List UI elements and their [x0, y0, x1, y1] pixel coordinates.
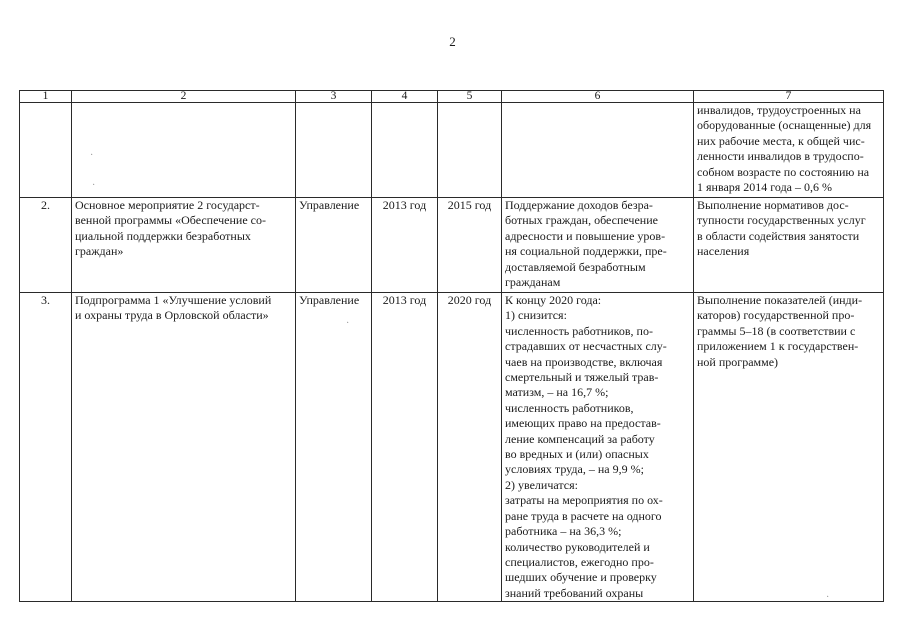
expected-result [502, 293, 694, 602]
end-year: 2015 год [438, 198, 502, 293]
column-number-7: 7 [694, 91, 884, 103]
text-line: численность работников, по- [505, 323, 653, 338]
scan-speck: · [346, 318, 350, 329]
text-line: знаний требований охраны [505, 585, 644, 600]
indicator-relation [694, 103, 884, 198]
text-line: граммы 5–18 (в соответствии с [697, 323, 856, 338]
expected-result [502, 103, 694, 198]
end-year [438, 103, 502, 198]
text-line: венной программы «Обеспечение со- [75, 213, 266, 228]
text-line: условиях труда, – на 9,9 %; [505, 462, 644, 477]
text-line: доставляемой безработным [505, 259, 646, 274]
scan-speck: · [90, 150, 94, 161]
text-line: в области содействия занятости [697, 228, 860, 243]
text-line: инвалидов, трудоустроенных на [697, 103, 861, 117]
executor-cell: Управление [296, 293, 372, 602]
text-line: гражданам [505, 275, 561, 290]
text-line: 2) увеличатся: [505, 477, 578, 492]
text-line: Основное мероприятие 2 государст- [75, 198, 260, 212]
column-number-2: 2 [72, 91, 296, 103]
text-line: 1 января 2014 года – 0,6 % [697, 180, 832, 195]
text-line: затраты на мероприятия по ох- [505, 493, 663, 508]
scan-speck: · [826, 592, 830, 603]
text-line: Подпрограмма 1 «Улучшение условий [75, 293, 272, 307]
column-number-6: 6 [502, 91, 694, 103]
page-number: 2 [449, 34, 456, 49]
text-line: количество руководителей и [505, 539, 650, 554]
text-line: ня социальной поддержки, пре- [505, 244, 667, 259]
text-line: адресности и повышение уров- [505, 228, 666, 243]
text-line: оборудованные (оснащенные) для [697, 118, 872, 133]
executor-cell: Управление [296, 198, 372, 293]
text-line: собном возрасте по состоянию на [697, 164, 870, 179]
text-line: ной программе) [697, 354, 779, 369]
text-line: приложением 1 к государствен- [697, 339, 859, 354]
table-row [20, 198, 884, 293]
text-line: населения [697, 244, 750, 259]
text-line: численность работников, [505, 400, 634, 415]
text-line: Поддержание доходов безра- [505, 198, 653, 212]
text-line: них рабочие места, к общей чис- [697, 133, 865, 148]
row-number: 3. [20, 293, 72, 602]
text-line: граждан» [75, 244, 124, 259]
measure-name [72, 103, 296, 198]
text-line: имеющих право на предостав- [505, 416, 661, 431]
text-line: во вредных и (или) опасных [505, 447, 649, 462]
table-row [20, 103, 884, 198]
column-number-row [20, 91, 884, 103]
text-line: шедших обучение и проверку [505, 570, 657, 585]
text-line: смертельный и тяжелый трав- [505, 370, 659, 385]
text-line: специалистов, ежегодно про- [505, 554, 654, 569]
executor-cell [296, 103, 372, 198]
row-number [20, 103, 72, 198]
text-line: ботных граждан, обеспечение [505, 213, 658, 228]
text-line: Выполнение нормативов дос- [697, 198, 849, 212]
start-year: 2013 год [372, 293, 438, 602]
text-line: циальной поддержки безработных [75, 228, 251, 243]
text-line: и охраны труда в Орловской области» [75, 308, 269, 323]
end-year: 2020 год [438, 293, 502, 602]
start-year [372, 103, 438, 198]
text-line: каторов) государственной про- [697, 308, 855, 323]
text-line: 1) снизится: [505, 308, 567, 323]
text-line: ране труда в расчете на одного [505, 508, 662, 523]
text-line: ленности инвалидов в трудоспо- [697, 149, 864, 164]
column-number-3: 3 [296, 91, 372, 103]
indicator-relation [694, 293, 884, 602]
text-line: работника – на 36,3 %; [505, 524, 622, 539]
start-year: 2013 год [372, 198, 438, 293]
text-line: К концу 2020 года: [505, 293, 602, 307]
column-number-1: 1 [20, 91, 72, 103]
column-number-5: 5 [438, 91, 502, 103]
text-line: матизм, – на 16,7 %; [505, 385, 609, 400]
program-table [19, 90, 884, 602]
expected-result [502, 198, 694, 293]
column-number-4: 4 [372, 91, 438, 103]
text-line: чаев на производстве, включая [505, 354, 663, 369]
text-line: ление компенсаций за работу [505, 431, 655, 446]
indicator-relation [694, 198, 884, 293]
text-line: страдавших от несчастных слу- [505, 339, 667, 354]
scan-speck: · [92, 180, 96, 191]
table-row [20, 293, 884, 602]
text-line: тупности государственных услуг [697, 213, 866, 228]
row-number: 2. [20, 198, 72, 293]
measure-name [72, 293, 296, 602]
measure-name [72, 198, 296, 293]
text-line: Выполнение показателей (инди- [697, 293, 863, 307]
